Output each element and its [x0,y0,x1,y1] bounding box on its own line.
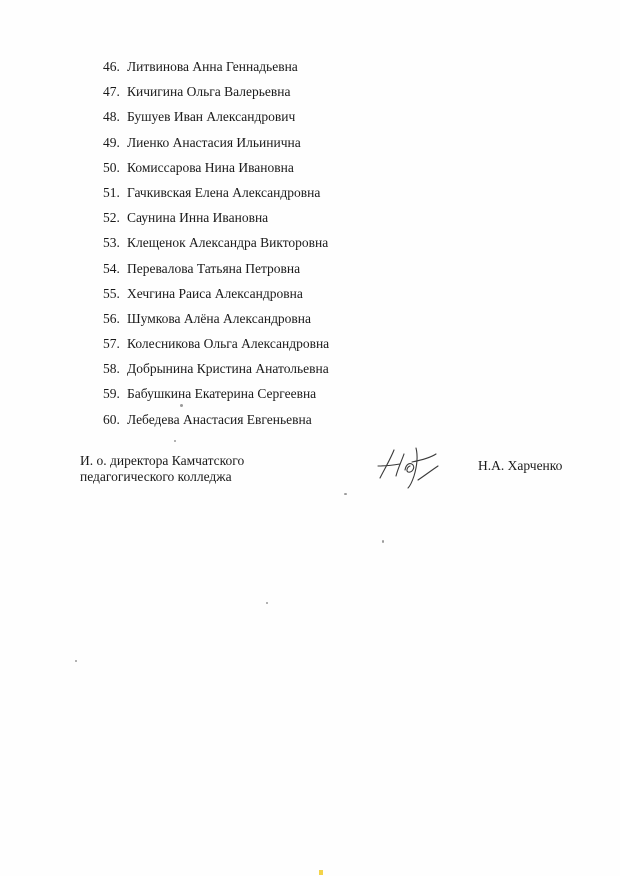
scan-speck [266,602,268,604]
item-number: 52. [103,210,120,226]
list-item [103,309,329,334]
item-name: Лебедева Анастасия Евгеньевна [127,411,312,427]
position-line-2: педагогического колледжа [80,469,232,484]
item-name: Шумкова Алёна Александровна [127,310,312,326]
item-name: Лиенко Анастасия Ильинична [127,134,301,150]
list-item [103,158,329,183]
item-number: 48. [103,109,120,125]
list-item [103,334,329,359]
item-number: 50. [103,159,120,175]
list-item [103,133,329,158]
list-item [103,57,329,82]
item-name: Бушуев Иван Александрович [127,109,296,125]
item-number: 51. [103,184,120,200]
list-item [103,384,329,409]
scan-speck [174,440,176,442]
name-list [103,57,329,435]
item-name: Бабушкина Екатерина Сергеевна [127,386,317,402]
scan-speck [75,660,77,662]
item-number: 59. [103,386,120,402]
item-number: 60. [103,411,120,427]
list-item [103,183,329,208]
list-item [103,259,329,284]
item-number: 47. [103,84,120,100]
scan-speck [344,493,347,495]
scan-speck [180,404,183,407]
item-name: Саунина Инна Ивановна [127,210,269,226]
scan-color-mark [319,870,323,875]
list-item [103,410,329,435]
list-item [103,233,329,258]
item-name: Кичигина Ольга Валерьевна [127,84,291,100]
item-number: 49. [103,134,120,150]
list-item [103,284,329,309]
item-number: 54. [103,260,120,276]
item-number: 55. [103,285,120,301]
list-item [103,82,329,107]
list-item [103,107,329,132]
item-number: 46. [103,59,120,74]
signatory-position [80,453,244,485]
item-name: Колесникова Ольга Александровна [127,336,330,352]
item-number: 58. [103,361,120,377]
item-number: 57. [103,336,120,352]
item-name: Перевалова Татьяна Петровна [127,260,301,276]
list-item [103,208,329,233]
signer-name: Н.А. Харченко [478,458,563,473]
item-name: Хечгина Раиса Александровна [127,285,303,301]
item-name: Клещенок Александра Викторовна [127,235,329,251]
list-item [103,359,329,384]
item-name: Комиссарова Нина Ивановна [127,159,294,175]
item-number: 53. [103,235,120,251]
item-name: Гачкивская Елена Александровна [127,184,321,200]
item-number: 56. [103,310,120,326]
position-line-1: И. о. директора Камчатского [80,453,245,468]
item-name: Литвинова Анна Геннадьевна [127,59,298,74]
handwritten-signature [372,440,444,490]
scan-speck [382,540,384,543]
item-name: Добрынина Кристина Анатольевна [127,361,329,377]
